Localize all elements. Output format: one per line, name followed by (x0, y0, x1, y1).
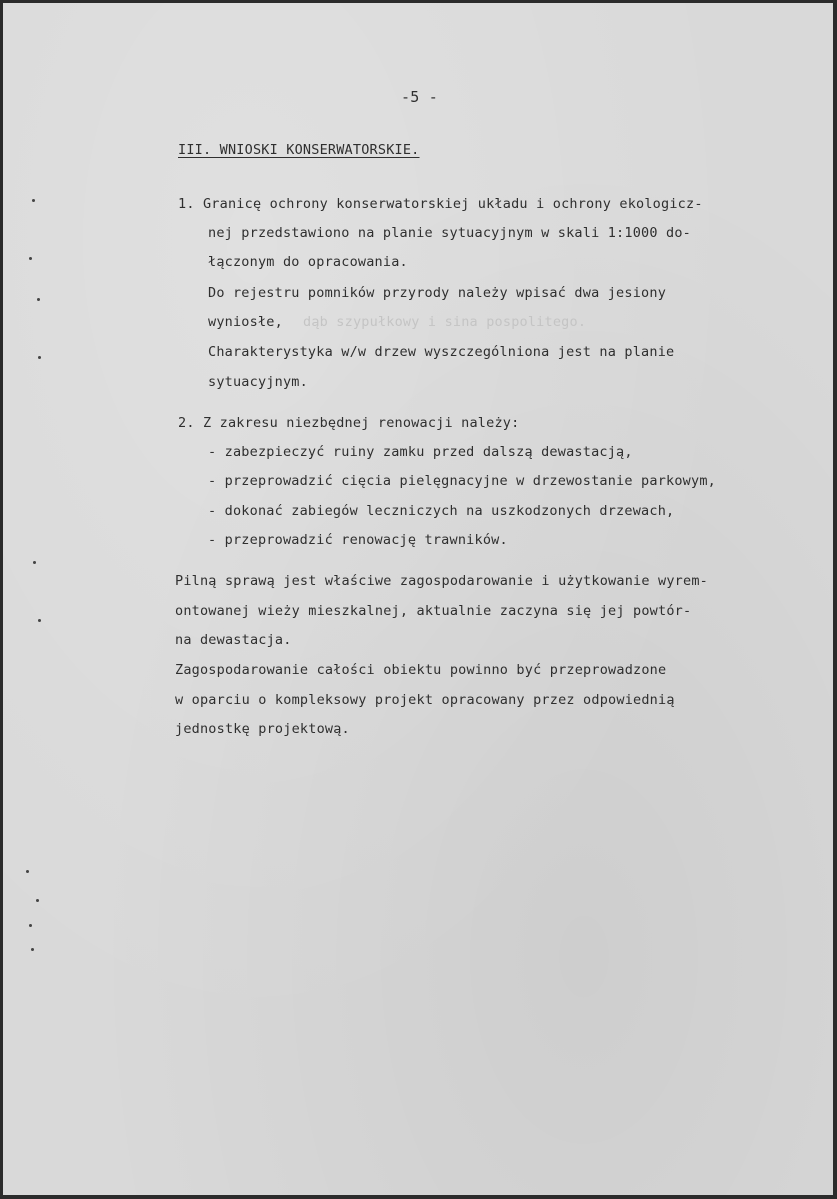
text-line: jednostkę projektową. (175, 721, 350, 737)
text-line: łączonym do opracowania. (208, 254, 408, 270)
text-line: 2. Z zakresu niezbędnej renowacji należy: (178, 415, 520, 431)
list-item: - zabezpieczyć ruiny zamku przed dalszą dewastacją, (208, 444, 633, 460)
binder-hole-mark (32, 199, 35, 202)
text-line: w oparciu o kompleksowy projekt opracowany przez odpowiednią (175, 692, 675, 708)
binder-hole-mark (33, 561, 36, 564)
list-item: - przeprowadzić cięcia pielęgnacyjne w drzewostanie parkowym, (208, 473, 716, 489)
text-line: 1. Granicę ochrony konserwatorskiej układu i ochrony ekologicz- (178, 196, 703, 212)
binder-hole-mark (31, 948, 34, 951)
text-line: sytuacyjnym. (208, 374, 308, 390)
text-line: Charakterystyka w/w drzew wyszczególniona jest na planie (208, 344, 675, 360)
text-line: nej przedstawiono na planie sytuacyjnym w skali 1:1000 do- (208, 225, 692, 241)
binder-hole-mark (38, 356, 41, 359)
list-item: - dokonać zabiegów leczniczych na uszkodzonych drzewach, (208, 503, 675, 519)
text-line: Zagospodarowanie całości obiektu powinno być przeprowadzone (175, 662, 667, 678)
binder-hole-mark (36, 899, 39, 902)
text-line: na dewastacja. (175, 632, 292, 648)
text-line: ontowanej wieży mieszkalnej, aktualnie zaczyna się jej powtór- (175, 603, 692, 619)
page-number: -5 - (401, 88, 438, 106)
binder-hole-mark (29, 257, 32, 260)
text-line: wyniosłe, (208, 314, 283, 330)
binder-hole-mark (37, 298, 40, 301)
binder-hole-mark (38, 619, 41, 622)
binder-hole-mark (26, 870, 29, 873)
faded-text: dąb szypułkowy i sina pospolitego. (303, 314, 587, 330)
document-page (3, 3, 833, 1195)
text-line: Pilną sprawą jest właściwe zagospodarowanie i użytkowanie wyrem- (175, 573, 708, 589)
binder-hole-mark (29, 924, 32, 927)
list-item: - przeprowadzić renowację trawników. (208, 532, 508, 548)
text-line: Do rejestru pomników przyrody należy wpisać dwa jesiony (208, 285, 667, 301)
section-heading: III. WNIOSKI KONSERWATORSKIE. (178, 142, 420, 158)
